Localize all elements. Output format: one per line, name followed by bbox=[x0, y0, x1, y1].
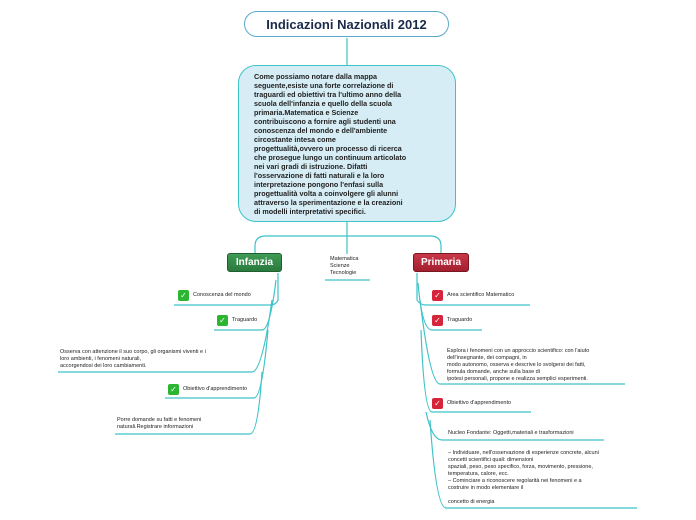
connector-center-infanzia bbox=[255, 222, 347, 253]
central-line: scuola dell'infanzia e quello della scuola bbox=[254, 99, 392, 108]
text-line: modo autonomo, osserva e descrive lo svolgersi dei fatti, bbox=[447, 362, 586, 368]
leaf-label: Traguardo bbox=[232, 317, 258, 323]
text-line: spaziali, peso, peso specifico, forza, movimento, pressione, bbox=[448, 464, 593, 470]
leaf-label: Obiettivo d'apprendimento bbox=[447, 400, 512, 406]
central-line: di modelli interpretativi specifici. bbox=[254, 207, 366, 216]
text-line: formula domande, anche sulla base di bbox=[447, 369, 540, 375]
text-line: naturali.Registrare informazioni bbox=[117, 424, 194, 430]
check-icon: ✓ bbox=[178, 290, 189, 301]
central-line: attraverso la sperimentazione e la creazioni bbox=[254, 198, 403, 207]
text-line: dell'insegnante, dei compagni, in bbox=[447, 355, 527, 361]
primaria-area-node[interactable] bbox=[432, 290, 514, 301]
central-line: conoscenza del mondo e dell'ambiente bbox=[254, 126, 388, 135]
check-icon: ✓ bbox=[432, 290, 443, 301]
infanzia-node[interactable] bbox=[227, 253, 282, 272]
primaria-label: Primaria bbox=[420, 257, 462, 268]
central-topic-node[interactable] bbox=[238, 65, 456, 222]
subject-item: Tecnologie bbox=[330, 270, 357, 276]
central-line: nei vari gradi di istruzione. Difatti bbox=[254, 162, 368, 171]
infanzia-obiettivo-node[interactable] bbox=[168, 384, 247, 395]
primaria-traguardo-node[interactable] bbox=[432, 315, 472, 326]
central-line: circostante intesa come bbox=[254, 135, 336, 144]
connector-center-primaria bbox=[347, 236, 441, 253]
infanzia-label: Infanzia bbox=[235, 257, 274, 268]
text-line: loro ambienti, i fenomeni naturali, bbox=[60, 356, 142, 362]
central-line: progettualità,ovvero un processo di ricerca bbox=[254, 144, 402, 153]
title-text: Indicazioni Nazionali 2012 bbox=[266, 16, 427, 32]
infanzia-conoscenza-node[interactable] bbox=[178, 290, 251, 301]
text-line: concetti scientifici quali: dimensioni bbox=[448, 457, 534, 463]
text-line: Esplora i fenomeni con un approccio scientifico: con l'aiuto bbox=[447, 348, 590, 354]
primaria-traguardo-text[interactable] bbox=[447, 348, 589, 383]
leaf-label: Area scientifico Matematico bbox=[447, 292, 515, 298]
check-icon: ✓ bbox=[217, 315, 228, 326]
leaf-label: Obiettivo d'apprendimento bbox=[183, 386, 248, 392]
central-line: l'osservazione di fatti naturali e la loro bbox=[254, 171, 385, 180]
central-line: interpretazione pongono l'enfasi sulla bbox=[254, 180, 384, 189]
leaf-label: Traguardo bbox=[447, 317, 473, 323]
subject-item: Scienze bbox=[330, 263, 350, 269]
primaria-node[interactable] bbox=[413, 253, 469, 272]
text-line: Porre domande su fatti e fenomeni bbox=[117, 417, 202, 423]
primaria-nucleo-node[interactable] bbox=[448, 430, 574, 437]
central-line: Come possiamo notare dalla mappa bbox=[254, 72, 378, 81]
text-line: costruire in modo elementare il bbox=[448, 485, 524, 491]
central-line: seguente,esiste una forte correlazione di bbox=[254, 81, 394, 90]
text-line: accorgendosi dei loro cambiamenti. bbox=[60, 363, 147, 369]
text-line: – Cominciare a riconoscere regolarità nei fenomeni e a bbox=[448, 478, 582, 484]
text-line: Osserva con attenzione il suo corpo, gli organismi viventi e i bbox=[60, 349, 206, 355]
primaria-obiettivo-node[interactable] bbox=[432, 398, 511, 409]
text-line: ipotesi personali, propone e realizza semplici esperimenti. bbox=[447, 376, 588, 382]
leaf-label: Conoscenza del mondo bbox=[193, 292, 251, 298]
infanzia-traguardo-node[interactable] bbox=[217, 315, 257, 326]
central-line: primaria.Matematica e Scienze bbox=[254, 108, 359, 117]
check-icon: ✓ bbox=[432, 315, 443, 326]
middle-subjects-node[interactable] bbox=[330, 256, 375, 277]
check-icon: ✓ bbox=[168, 384, 179, 395]
infanzia-obiettivo-text[interactable] bbox=[117, 417, 201, 431]
leaf-label: Nucleo Fondante: Oggetti,materiali e trasformazioni bbox=[448, 430, 574, 436]
text-line: concetto di energia bbox=[448, 499, 495, 505]
infanzia-traguardo-text[interactable] bbox=[60, 349, 206, 370]
text-line: temperatura, calore, ecc. bbox=[448, 471, 509, 477]
central-line: che prosegue lungo un continuum articolato bbox=[254, 153, 407, 162]
text-line: – Individuare, nell'osservazione di esperienze concrete, alcuni bbox=[448, 450, 599, 456]
central-line: contribuiscono a fornire agli studenti una bbox=[254, 117, 396, 126]
subject-item: Matematica bbox=[330, 256, 359, 262]
primaria-nucleo-text[interactable] bbox=[448, 450, 599, 506]
central-line: progettualità volta a coinvolgere gli alunni bbox=[254, 189, 399, 198]
central-line: traguardi ed obiettivi tra l'ultimo anno della bbox=[254, 90, 402, 99]
check-icon: ✓ bbox=[432, 398, 443, 409]
text-line bbox=[448, 492, 599, 499]
title-node[interactable] bbox=[244, 11, 449, 37]
